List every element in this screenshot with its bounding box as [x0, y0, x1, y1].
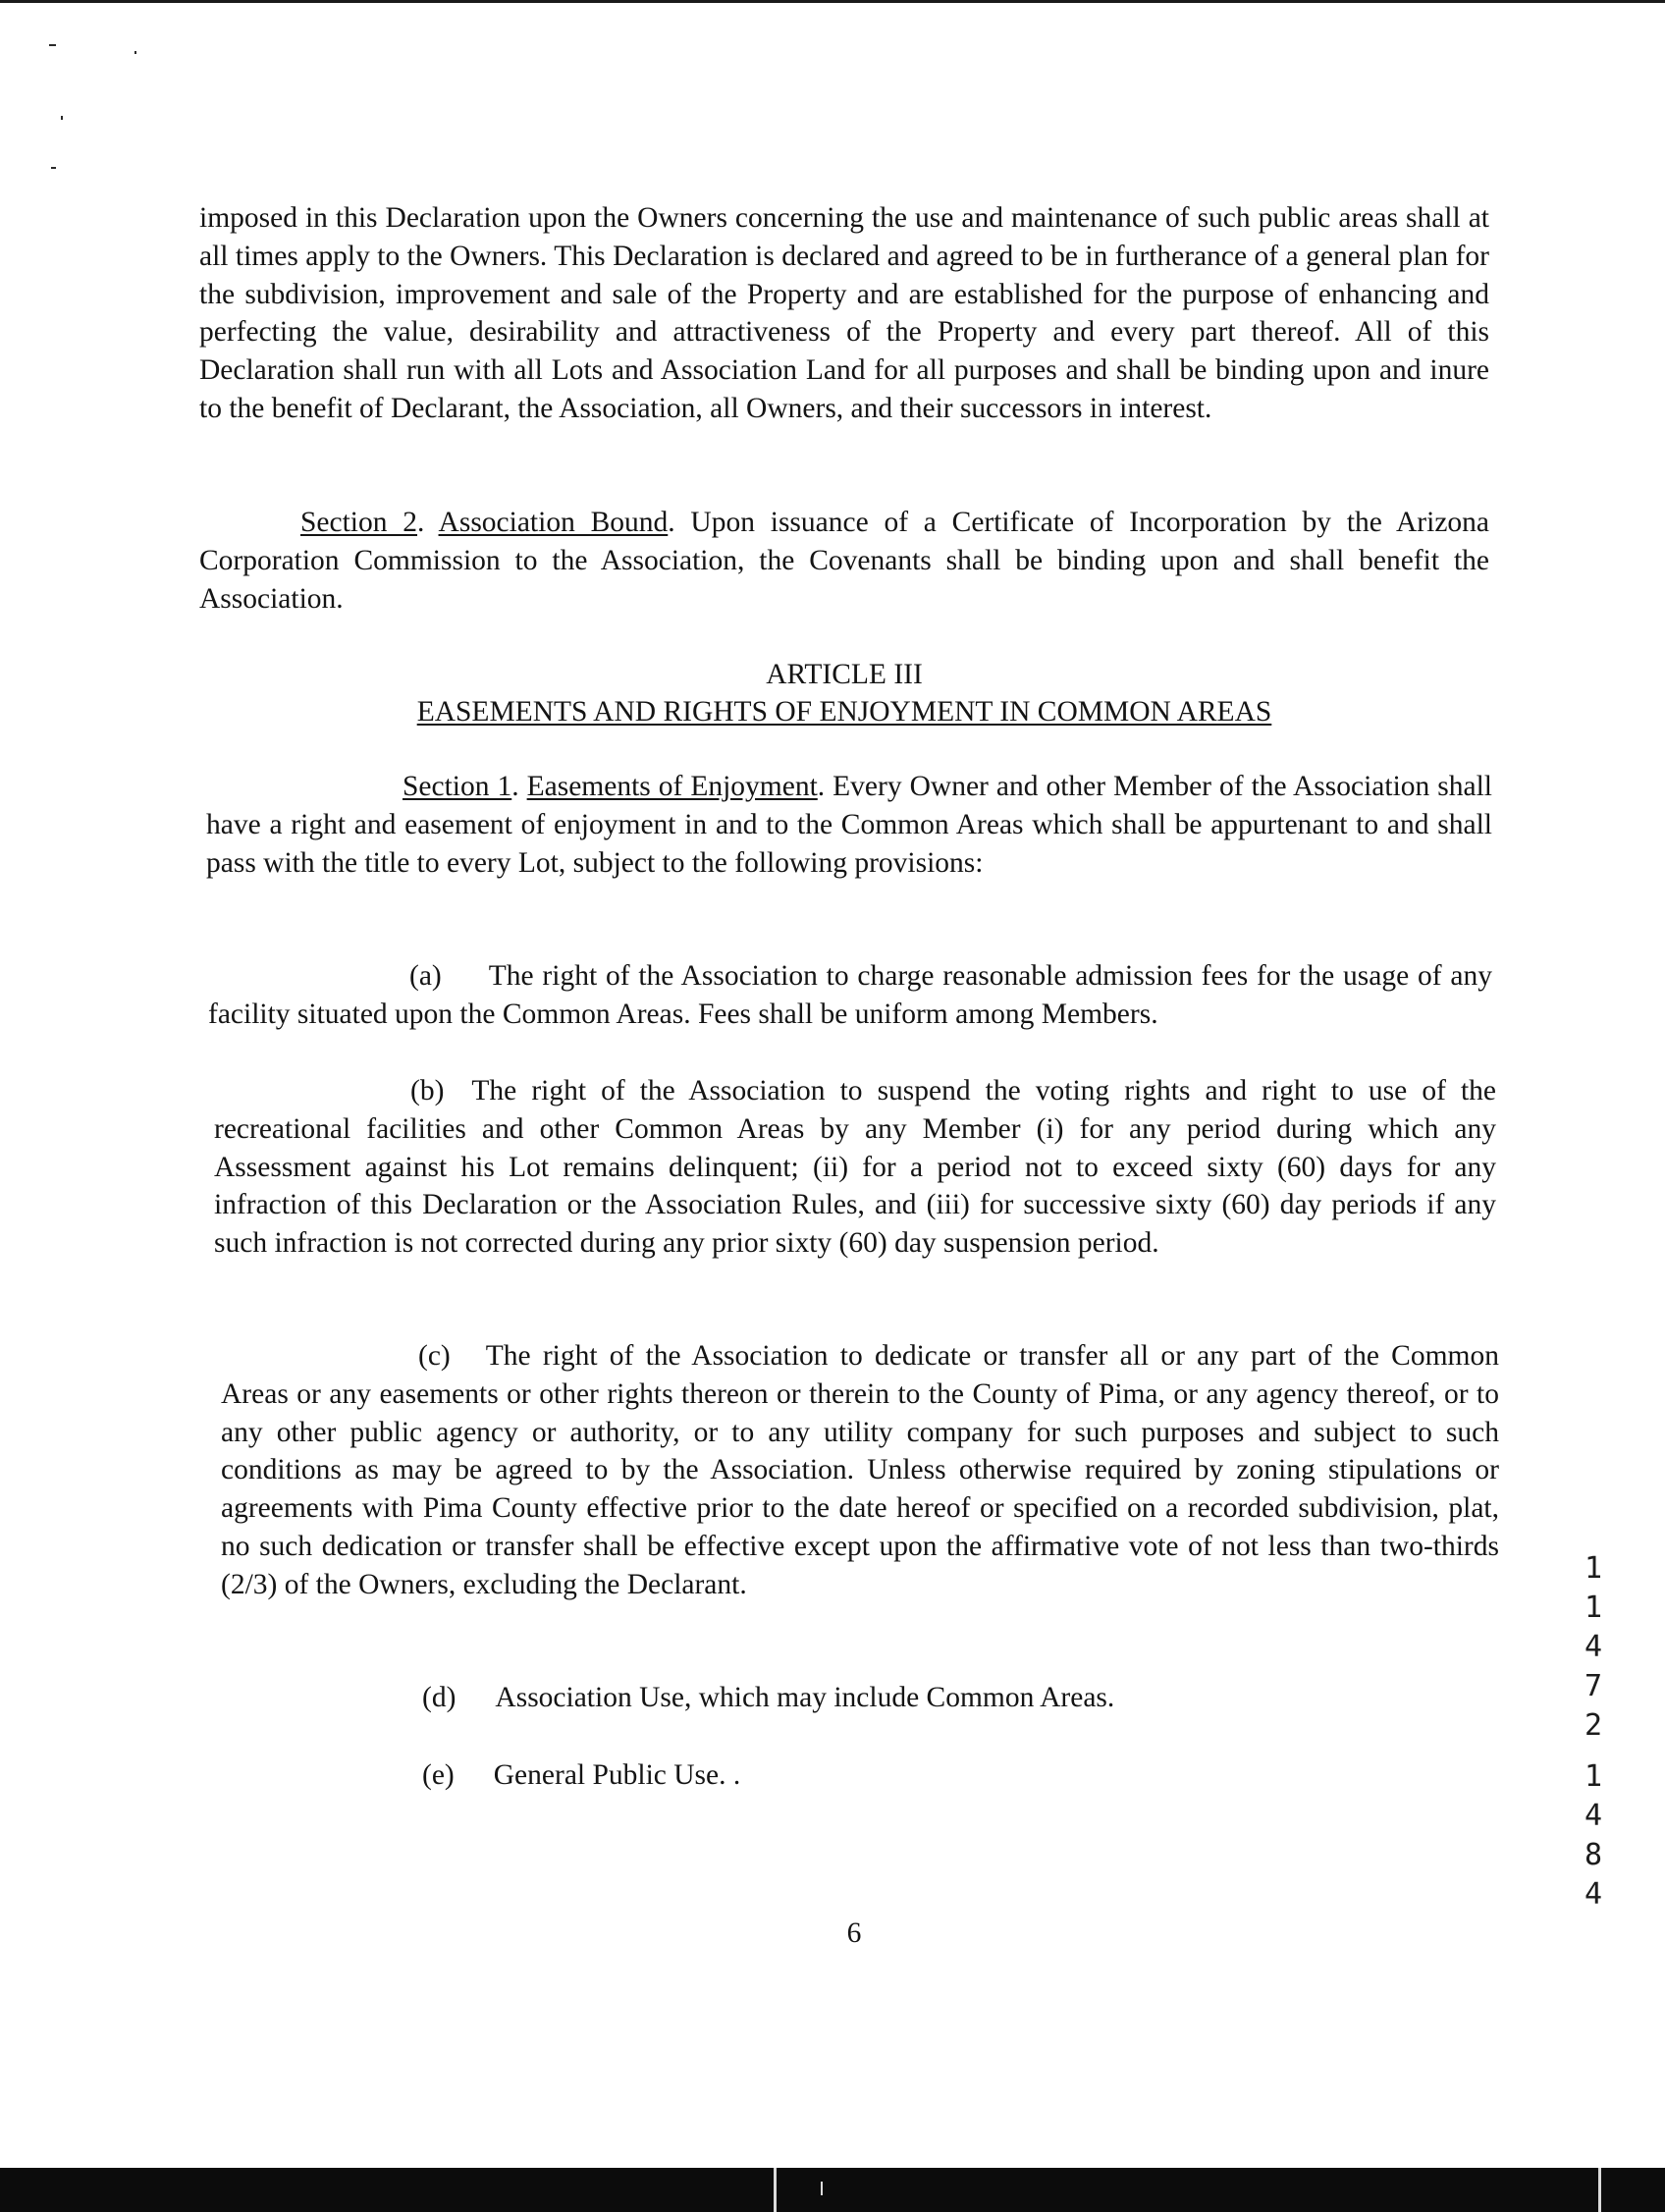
provision-c-letter: (c)	[418, 1340, 451, 1372]
provision-d	[422, 1679, 1114, 1717]
article-number: ARTICLE III	[766, 659, 923, 690]
provision-e-letter: (e)	[422, 1759, 455, 1791]
paragraph-continuation: imposed in this Declaration upon the Owners concerning the use and maintenance of such public areas shall at all times apply to the Owners. This Declaration is declared and agreed to be in furtherance of a general plan for the subdivision, improvement and sale of the Property and are established for the purpose of enhancing and perfecting the value, desirability and attractiveness of the Property and every part thereof. All of this Declaration shall run with all Lots and Association Land for all purposes and shall be binding upon and inure to the benefit of Declarant, the Association, all Owners, and their successors in interest.	[199, 202, 1489, 424]
provision-e-text: General Public Use. .	[493, 1759, 741, 1791]
recording-stamp-page	[1579, 1757, 1608, 1915]
provision-b	[214, 1072, 1496, 1263]
recording-stamp-book	[1579, 1549, 1608, 1746]
article-title	[199, 693, 1489, 731]
scan-speck	[134, 51, 136, 54]
scan-speck	[49, 44, 56, 46]
stamp-digit: 1	[1584, 1551, 1603, 1586]
scan-artifact	[774, 2168, 777, 2212]
section-2-text: Upon issuance of a Certificate of Incorporation by the Arizona Corporation Commission to the Association, the Covenants shall be binding upon and shall benefit the Association.	[199, 507, 1490, 615]
section-1-text: Every Owner and other Member of the Association shall have a right and easement of enjoyment in and to the Common Areas which shall be appurtenant to and shall pass with the title to every Lot, subject to the following provisions:	[206, 771, 1492, 879]
provision-a-text: The right of the Association to charge reasonable admission fees for the usage of any facility situated upon the Common Areas. Fees shall be uniform among Members.	[208, 960, 1492, 1030]
provision-b-text: The right of the Association to suspend the voting rights and right to use of the recreational facilities and other Common Areas by any Member (i) for any period during which any Assessment against his Lot remains delinquent; (ii) for a period not to exceed sixty (60) days for any infraction of this Declaration or the Association Rules, and (iii) for successive sixty (60) day periods if any such infraction is not corrected during any prior sixty (60) day suspension period.	[214, 1075, 1496, 1260]
scan-bottom-border	[0, 2168, 1665, 2212]
page-number: 6	[846, 1917, 862, 1949]
provision-c	[221, 1337, 1499, 1604]
stamp-digit: 1	[1584, 1591, 1603, 1625]
stamp-digit: 8	[1584, 1838, 1603, 1872]
provision-a	[208, 957, 1492, 1034]
section-1-paragraph: Section 1. Easements of Enjoyment. Every Owner and other Member of the Association shall have a right and easement of enjoyment in and to the Common Areas which shall be appurtenant to and shall pass with the title to every Lot, subject to the following provisions:	[206, 771, 1492, 879]
stamp-digit: 7	[1584, 1669, 1603, 1703]
scan-speck	[51, 167, 56, 169]
scan-artifact	[821, 2182, 823, 2195]
article-title-text: EASEMENTS AND RIGHTS OF ENJOYMENT IN COMMON AREAS	[416, 696, 1272, 728]
provision-b-letter: (b)	[410, 1075, 445, 1106]
section-2-paragraph: Section 2. Association Bound. Upon issuance of a Certificate of Incorporation by the Arizona Corporation Commission to the Association, the Covenants shall be binding upon and shall benefit the Association.	[199, 507, 1490, 615]
section-2-title: Association Bound	[438, 507, 669, 538]
scan-artifact	[1598, 2168, 1601, 2212]
scan-speck	[61, 116, 63, 120]
stamp-digit: 4	[1584, 1877, 1603, 1912]
provision-e	[422, 1756, 740, 1795]
scan-top-border	[0, 0, 1665, 3]
stamp-digit: 1	[1584, 1759, 1603, 1794]
provision-d-text: Association Use, which may include Common Areas.	[495, 1682, 1115, 1713]
provision-c-text: The right of the Association to dedicate or transfer all or any part of the Common Areas or any easements or other rights thereon or therein to the County of Pima, or any agency thereof, or to any other public agency or authority, or to any utility company for such purposes and subject to such conditions as may be agreed to by the Association. Unless otherwise required by zoning stipulations or agreements with Pima County effective prior to the date hereof or specified on a recorded subdivision, plat, no such dedication or transfer shall be effective except upon the affirmative vote of not less than two-thirds (2/3) of the Owners, excluding the Declarant.	[221, 1340, 1499, 1600]
section-2-label: Section 2	[300, 507, 418, 538]
section-1-label: Section 1	[403, 771, 512, 802]
stamp-digit: 4	[1584, 1799, 1603, 1833]
provision-d-letter: (d)	[422, 1682, 457, 1713]
stamp-digit: 2	[1584, 1708, 1603, 1743]
section-1-title: Easements of Enjoyment	[526, 771, 818, 802]
provision-a-letter: (a)	[409, 960, 442, 992]
stamp-digit: 4	[1584, 1630, 1603, 1664]
